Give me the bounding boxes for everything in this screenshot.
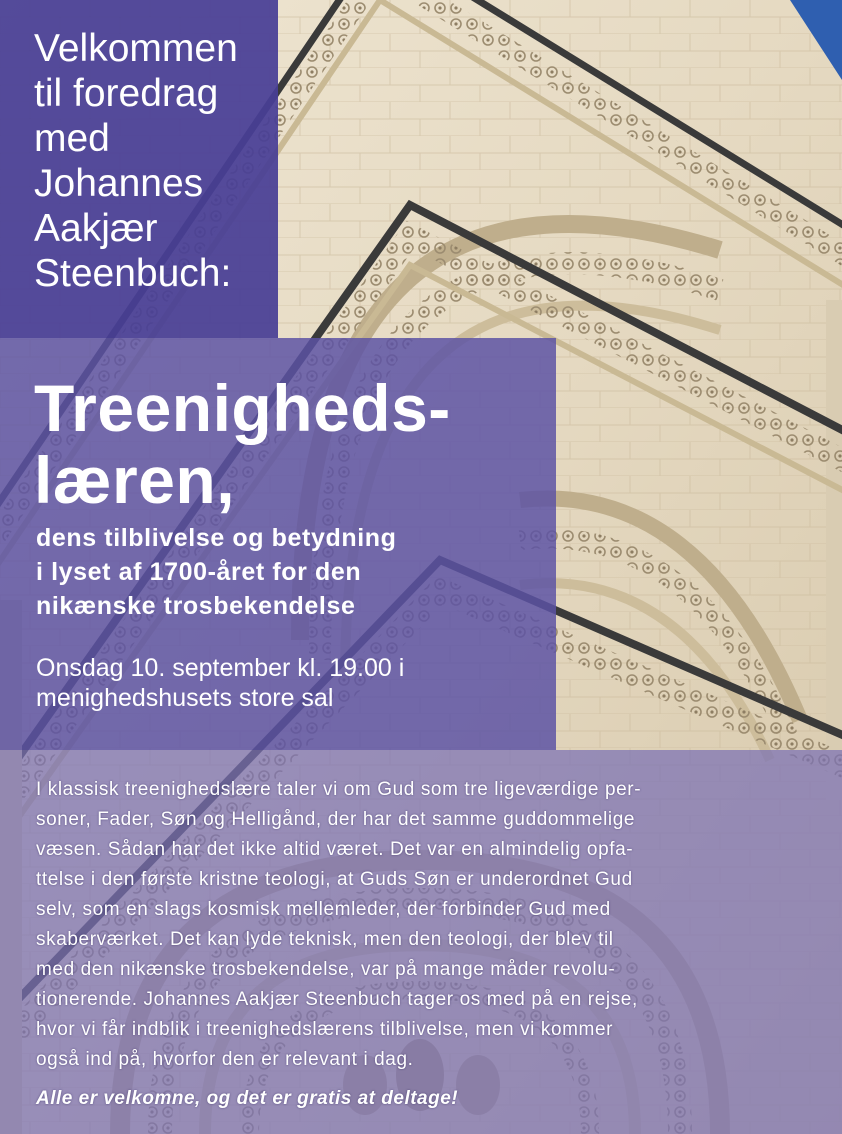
intro-line: med xyxy=(34,117,110,160)
description-line: hvor vi får indblik i treenighedslærens tilblivelse, men vi kommer xyxy=(36,1019,614,1040)
description-line: væsen. Sådan har det ikke altid været. Det var en almindelig opfa- xyxy=(36,839,634,860)
title-line: Treenigheds- xyxy=(34,371,451,445)
lecture-subtitle xyxy=(36,521,546,623)
intro-line: Velkommen xyxy=(34,27,238,70)
description-line: også ind på, hvorfor den er relevant i dag. xyxy=(36,1049,414,1070)
event-line: Onsdag 10. september kl. 19.00 i xyxy=(36,654,405,682)
lecture-title xyxy=(34,372,554,516)
description-line: ttelse i den første kristne teologi, at Guds Søn er underordnet Gud xyxy=(36,869,633,890)
intro-heading xyxy=(34,26,284,296)
description-line: soner, Fader, Søn og Helligånd, der har det samme guddommelige xyxy=(36,809,636,830)
intro-line: til foredrag xyxy=(34,72,219,115)
description-line: med den nikænske trosbekendelse, var på mange måder revolu- xyxy=(36,959,616,980)
subtitle-line: dens tilblivelse og betydning xyxy=(36,524,397,552)
description-line: I klassisk treenighedslære taler vi om Gud som tre ligeværdige per- xyxy=(36,779,642,800)
title-line: læren, xyxy=(34,443,236,517)
description-line: skaberværket. Det kan lyde teknisk, men den teologi, der blev til xyxy=(36,929,614,950)
description-line: selv, som en slags kosmisk mellemleder, der forbinder Gud med xyxy=(36,899,611,920)
intro-line: Steenbuch: xyxy=(34,252,232,295)
subtitle-line: nikænske trosbekendelse xyxy=(36,592,356,620)
description-line: tionerende. Johannes Aakjær Steenbuch tager os med på en rejse, xyxy=(36,989,638,1010)
intro-line: Aakjær xyxy=(34,207,158,250)
event-line: menighedshusets store sal xyxy=(36,684,334,712)
intro-line: Johannes xyxy=(34,162,204,205)
event-details xyxy=(36,653,546,713)
lecture-description xyxy=(36,775,826,1075)
closing-note: Alle er velkomne, og det er gratis at deltage! xyxy=(36,1088,459,1109)
subtitle-line: i lyset af 1700-året for den xyxy=(36,558,362,586)
